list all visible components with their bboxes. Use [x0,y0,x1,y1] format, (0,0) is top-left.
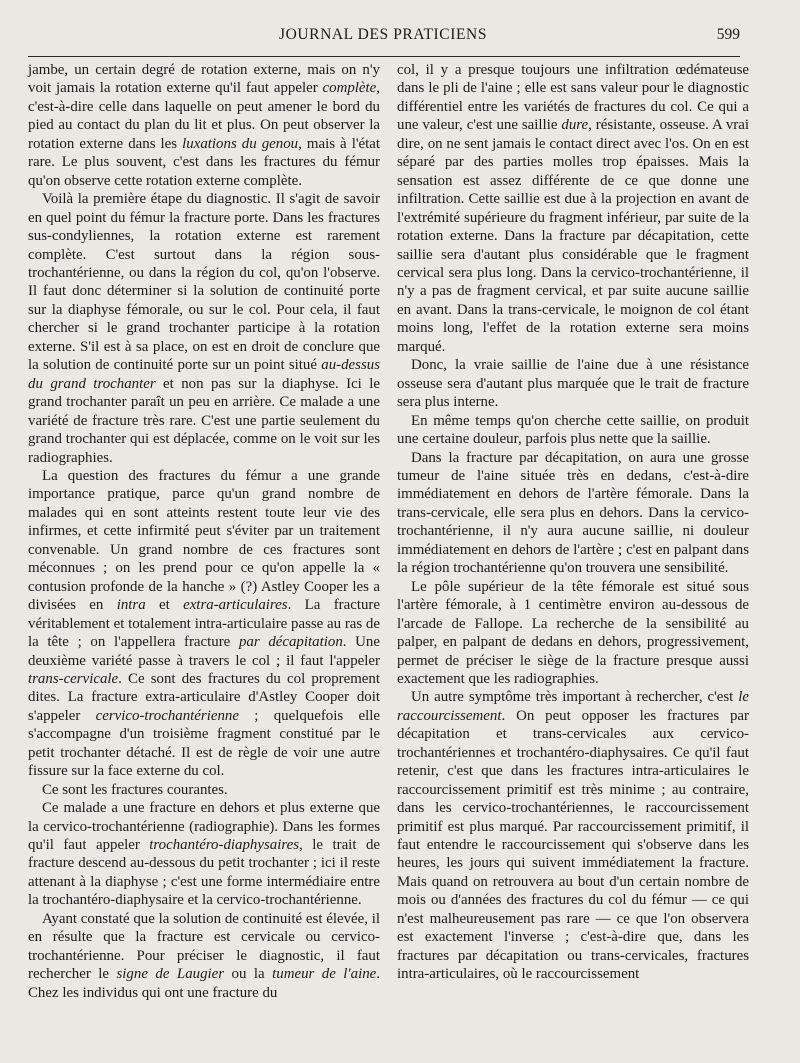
paragraph: col, il y a presque toujours une infiltration œdémateuse dans le pli de l'aine ; elle est sans valeur pour le diagnostic différentiel entre les variétés de fractures du col. Ce qui a une valeur, c'est une saillie dure, résistante, osseuse. A vrai dire, on ne sent jamais le contact direct avec l'os. On en est séparé par des parties molles trop épaisses. Mais la sensation est assez différente de ce que donne une infiltration. Cette saillie est due à la projection en avant de l'extrémité supérieure du fragment inférieur, par suite de la rotation externe. Dans la fracture par décapitation, cette saillie sera d'autant plus considérable que le fragment cervical sera plus long. Dans la cervico-trochantérienne, il n'y a pas de fragment cervical, et par suite aucune saillie en avant. Dans la trans-cervicale, le moignon de col étant moins long, l'effet de la rotation externe sera moins marqué. [397,62,749,355]
left-column [28,61,381,1001]
paragraph: Ce sont les fractures courantes. [42,781,228,798]
paragraph: Ayant constaté que la solution de continuité est élevée, il en résulte que la fracture est cervicale ou cervico-trochantérienne. Pour préciser le diagnostic, il faut rechercher le signe de Laugier ou la tumeur de l'aine. Chez les individus qui ont une fracture du [28,910,380,1001]
header-rule [28,56,740,57]
right-column [397,61,749,981]
paragraph: Donc, la vraie saillie de l'aine due à une résistance osseuse sera d'autant plus marquée que le trait de fracture sera plus interne. [397,357,749,411]
page-number: 599 [716,26,740,43]
running-header [26,26,740,48]
journal-title: JOURNAL DES PRATICIENS [278,26,488,43]
paragraph: La question des fractures du fémur a une grande importance pratique, parce qu'un grand nombre de malades qui en sont atteints restent toute leur vie des infirmes, et cette infirmité peut s'éviter par un traitement convenable. Un grand nombre de ces fractures sont méconnues ; on les prend pour ce qu'on appelle la « contusion profonde de la hanche » (?) Astley Cooper les a divisées en intra et extra-articulaires. La fracture véritablement et totalement intra-articulaire passe au ras de la tête ; on l'appellera fracture par décapitation. Une deuxième variété passe à travers le col ; il faut l'appeler trans-cervicale. Ce sont des fractures du col proprement dites. La fracture extra-articulaire d'Astley Cooper doit s'appeler cervico-trochantérienne ; quelquefois elle s'accompagne d'un troisième fragment constitué par le petit trochanter détaché. Il est de règle de voir une autre fissure sur la face externe du col. [28,467,380,780]
paragraph: Le pôle supérieur de la tête fémorale est situé sous l'artère fémorale, à 1 centimètre environ au-dessous de l'arcade de Fallope. La recherche de la sensibilité au palper, en palpant de dedans en dehors, progressivement, permet de préciser le siège de la fracture presque aussi exactement que les radiographies. [397,578,749,687]
paragraph: Dans la fracture par décapitation, on aura une grosse tumeur de l'aine située très en dedans, c'est-à-dire immédiatement en dehors de l'artère fémorale. Dans la trans-cervicale, elle sera plus en dehors. Dans la cervico-trochantérienne, il n'y aura aucune saillie, ni douleur immédiatement en dehors de l'artère ; c'est en palpant dans la région trochantérienne qu'on trouvera une sensibilité. [397,449,749,577]
paragraph: Un autre symptôme très important à rechercher, c'est le raccourcissement. On peut opposer les fractures par décapitation et trans-cervicales aux cervico-trochantériennes et trochantéro-diaphysaires. Ce qu'il faut retenir, c'est que dans les fractures intra-articulaires le raccourcissement primitif est très minime ; au contraire, dans les cervico-trochantériennes, le raccourcissement primitif est plus marqué. Par raccourcissement primitif, il faut entendre le raccourcissement qui s'observe dans les heures, les jours qui suivent immédiatement la fracture. Mais quand on retrouvera au bout d'un certain nombre de mois ou d'années des fractures du col du fémur — ce qui n'est malheureusement pas rare — ce que l'on observera est exactement l'inverse ; c'est-à-dire que, dans les fractures par décapitation ou trans-cervicales, fractures intra-articulaires, où le raccourcissement [397,689,749,983]
paragraph: En même temps qu'on cherche cette saillie, on produit une certaine douleur, parfois plus nette que la saillie. [397,412,749,448]
paragraph: jambe, un certain degré de rotation externe, mais on n'y voit jamais la rotation externe qu'il faut appeler complète, c'est-à-dire celle dans laquelle on peut amener le bord du pied au contact du plan du lit et plus. On peut observer la rotation externe dans les luxations du genou, mais à l'état rare. Le plus souvent, c'est dans les fractures du fémur qu'on observe cette rotation externe complète. [28,62,381,189]
paragraph: Voilà la première étape du diagnostic. Il s'agit de savoir en quel point du fémur la fracture porte. Dans les fractures sus-condyliennes, la rotation externe est rarement complète. C'est surtout dans la région sous-trochantérienne, ou dans la région du col, qu'on l'observe. Il faut donc déterminer si la solution de continuité porte sur la diaphyse fémorale, ou sur le col. Pour cela, il faut chercher si le grand trochanter participe à la rotation externe. S'il est à sa place, on est en droit de conclure que la solution de continuité porte sur un point situé au-dessus du grand trochanter et non pas sur la diaphyse. Ici le grand trochanter paraît un peu en arrière. Ce malade a une variété de fracture très rare. C'est une partie seulement du grand trochanter qui est déplacée, comme on le voit sur les radiographies. [28,191,380,466]
paragraph: Ce malade a une fracture en dehors et plus externe que la cervico-trochantérienne (radiographie). Dans les formes qu'il faut appeler trochantéro-diaphysaires, le trait de fracture descend au-dessous du petit trochanter ; ici il reste attenant à la diaphyse ; c'est une forme intermédiaire entre la trochantéro-diaphysaire et la cervico-trochantérienne. [28,800,380,909]
